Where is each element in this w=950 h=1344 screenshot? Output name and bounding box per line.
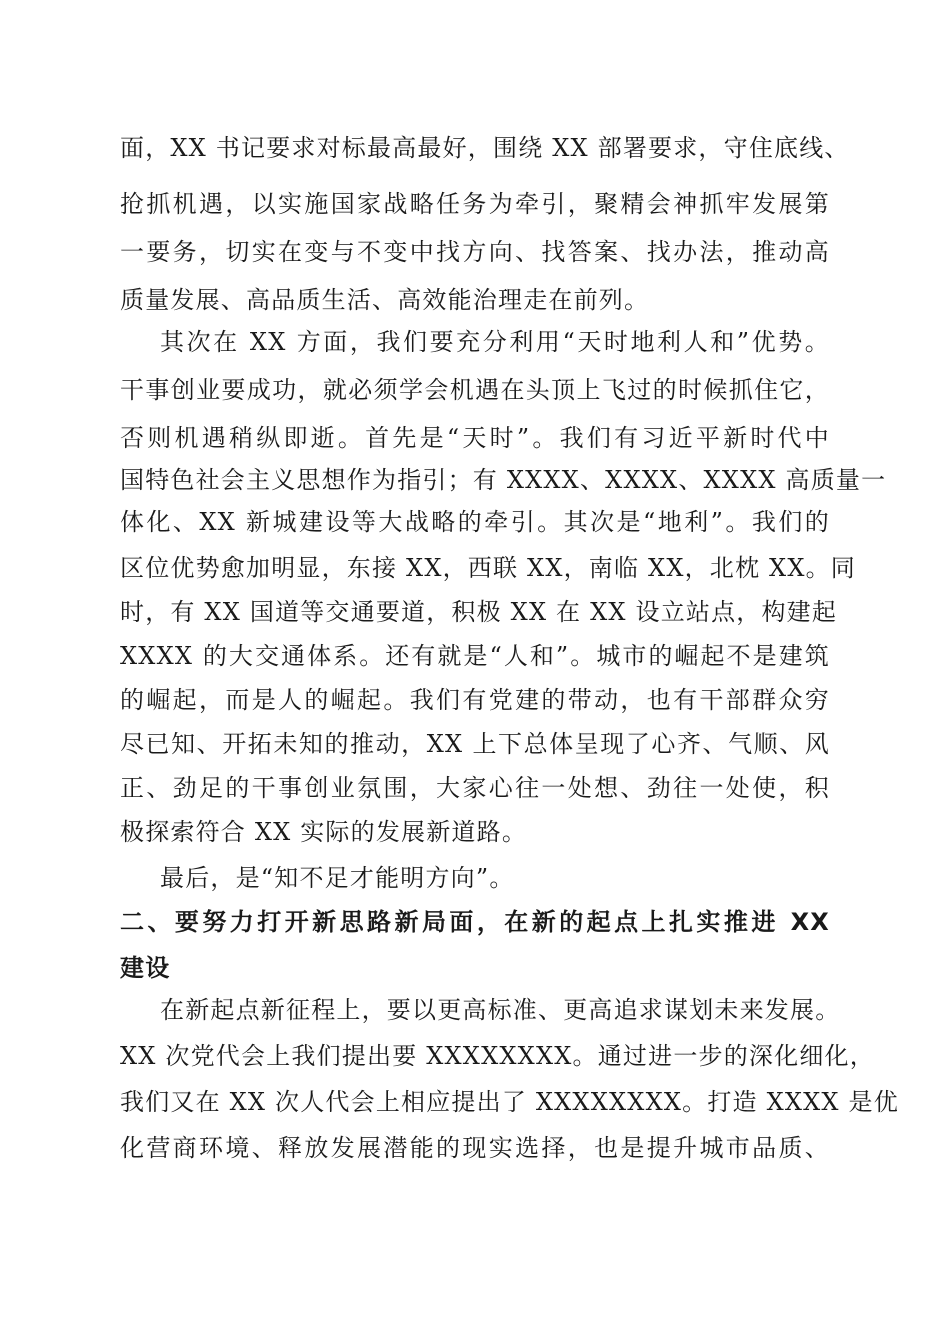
text-line: 干事创业要成功，就必须学会机遇在头顶上飞过的时候抓住它， xyxy=(120,376,830,404)
text-line: 否则机遇稍纵即逝。首先是“天时”。我们有习近平新时代中 xyxy=(120,424,830,452)
text-line: 体化、XX 新城建设等大战略的牵引。其次是“地利”。我们的 xyxy=(120,508,830,536)
text-line: 面，XX 书记要求对标最高最好，围绕 XX 部署要求，守住底线、 xyxy=(120,134,850,162)
text-line: 在新起点新征程上，要以更高标准、更高追求谋划未来发展。 xyxy=(160,996,841,1024)
text-line: 尽已知、开拓未知的推动，XX 上下总体呈现了心齐、气顺、风 xyxy=(120,730,830,758)
text-line: 国特色社会主义思想作为指引；有 XXXX、XXXX、XXXX 高质量一 xyxy=(120,466,887,494)
text-line: 一要务，切实在变与不变中找方向、找答案、找办法，推动高 xyxy=(120,238,830,266)
section-heading: 二、要努力打开新思路新局面，在新的起点上扎实推进 XX xyxy=(120,908,830,936)
text-line: 其次在 XX 方面，我们要充分利用“天时地利人和”优势。 xyxy=(160,328,830,356)
section-heading: 建设 xyxy=(120,954,171,982)
text-line: 化营商环境、释放发展潜能的现实选择，也是提升城市品质、 xyxy=(120,1134,830,1162)
text-line: XXXX 的大交通体系。还有就是“人和”。城市的崛起不是建筑 xyxy=(120,642,830,670)
text-line: 正、劲足的干事创业氛围，大家心往一处想、劲往一处使，积 xyxy=(120,774,830,802)
text-line: 质量发展、高品质生活、高效能治理走在前列。 xyxy=(120,286,650,314)
text-line: XX 次党代会上我们提出要 XXXXXXXX。通过进一步的深化细化， xyxy=(120,1042,875,1070)
text-line: 最后，是“知不足才能明方向”。 xyxy=(160,864,515,892)
text-line: 抢抓机遇，以实施国家战略任务为牵引，聚精会神抓牢发展第 xyxy=(120,190,830,218)
text-line: 时，有 XX 国道等交通要道，积极 XX 在 XX 设立站点，构建起 xyxy=(120,598,838,626)
text-line: 极探索符合 XX 实际的发展新道路。 xyxy=(120,818,528,846)
text-line: 区位优势愈加明显，东接 XX，西联 XX，南临 XX，北枕 XX。同 xyxy=(120,554,857,582)
text-line: 我们又在 XX 次人代会上相应提出了 XXXXXXXX。打造 XXXX 是优 xyxy=(120,1088,899,1116)
text-line: 的崛起，而是人的崛起。我们有党建的带动，也有干部群众穷 xyxy=(120,686,830,714)
